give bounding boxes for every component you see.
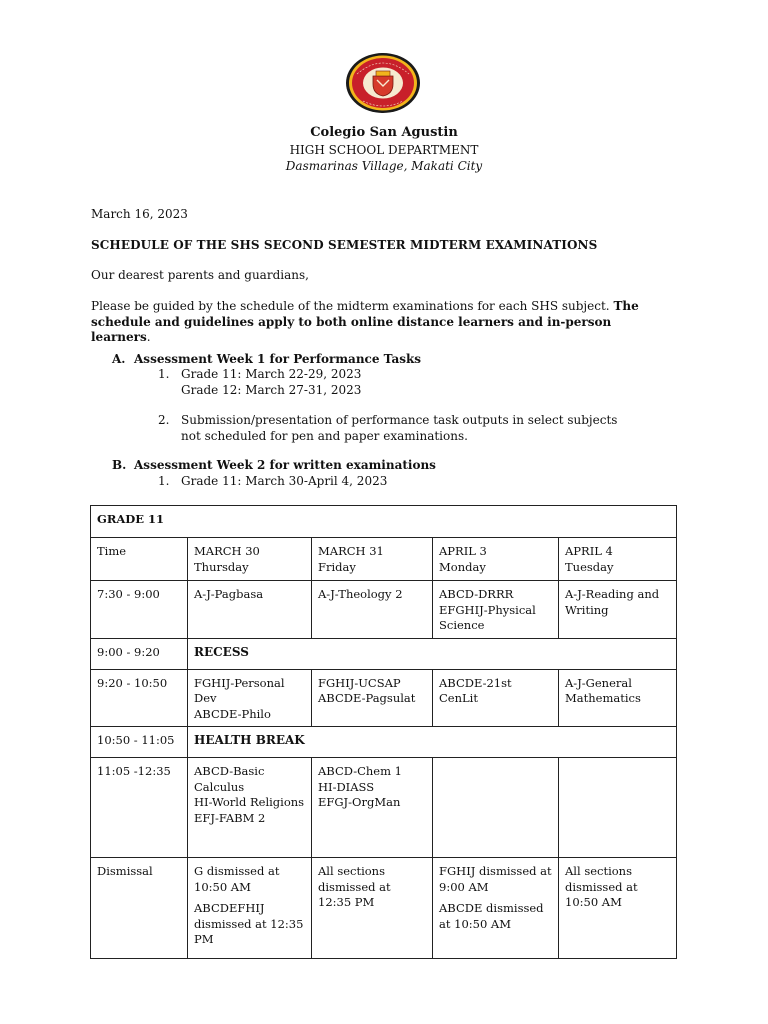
exam-cell: A-J-Pagbasa bbox=[188, 581, 312, 639]
time-cell: 7:30 - 9:00 bbox=[91, 581, 188, 639]
dismissal-note: FGHIJ dismissed at 9:00 AM bbox=[439, 864, 552, 894]
day-weekday: Monday bbox=[439, 559, 486, 574]
grade-11-written-dates: Grade 11: March 30-April 4, 2023 bbox=[181, 474, 388, 488]
exam-cell bbox=[188, 758, 312, 858]
section-a-letter: A. bbox=[112, 352, 126, 366]
exam-cell: A-J-Theology 2 bbox=[312, 581, 433, 639]
exam-entry: ABCDE-Pagsulat bbox=[318, 691, 416, 705]
exam-cell bbox=[433, 758, 559, 858]
day-weekday: Friday bbox=[318, 559, 356, 574]
school-name: Colegio San Agustin bbox=[310, 125, 458, 140]
dismissal-cell: All sections dismissed at 10:50 AM bbox=[559, 858, 677, 959]
exam-entry: HI-World Religions bbox=[194, 795, 305, 809]
dismissal-note: ABCDE dismissed at 10:50 AM bbox=[439, 901, 544, 931]
grade-11-dates: Grade 11: March 22-29, 2023 bbox=[181, 367, 362, 381]
health-break-label: HEALTH BREAK bbox=[188, 727, 677, 758]
exam-cell: A-J-Reading and Writing bbox=[559, 581, 677, 639]
day-date: MARCH 30 bbox=[194, 544, 260, 558]
section-b-heading bbox=[112, 458, 436, 472]
dismissal-cell: All sections dismissed at 12:35 PM bbox=[312, 858, 433, 959]
day-date: APRIL 3 bbox=[439, 544, 487, 558]
grade-12-dates: Grade 12: March 27-31, 2023 bbox=[181, 382, 362, 397]
exam-entry: ABCD-Basic Calculus bbox=[194, 764, 265, 794]
exam-cell bbox=[312, 758, 433, 858]
table-row bbox=[91, 638, 677, 669]
dismissal-cell bbox=[188, 858, 312, 959]
time-cell: Dismissal bbox=[91, 858, 188, 959]
col-header-day bbox=[559, 538, 677, 581]
item-number: 1. bbox=[158, 474, 170, 488]
time-cell: 9:20 - 10:50 bbox=[91, 669, 188, 727]
dismissal-cell bbox=[433, 858, 559, 959]
section-b-letter: B. bbox=[112, 458, 127, 472]
table-row bbox=[91, 727, 677, 758]
time-cell: 11:05 -12:35 bbox=[91, 758, 188, 858]
exam-cell bbox=[188, 669, 312, 727]
section-a-item-1 bbox=[158, 367, 362, 397]
intro-end: . bbox=[146, 330, 151, 344]
dismissal-note: G dismissed at 10:50 AM bbox=[194, 864, 280, 894]
table-row bbox=[91, 506, 677, 538]
salutation: Our dearest parents and guardians, bbox=[91, 268, 309, 282]
day-weekday: Tuesday bbox=[565, 559, 614, 574]
table-row bbox=[91, 758, 677, 858]
day-date: MARCH 31 bbox=[318, 544, 384, 558]
table-row bbox=[91, 669, 677, 727]
school-address: Dasmarinas Village, Makati City bbox=[285, 159, 483, 173]
dismissal-note: ABCDEFHIJ dismissed at 12:35 PM bbox=[194, 901, 304, 946]
grade-11-schedule-table bbox=[90, 505, 677, 959]
section-a-title: Assessment Week 1 for Performance Tasks bbox=[134, 352, 422, 366]
exam-entry: EFJ-FABM 2 bbox=[194, 810, 266, 825]
exam-cell: A-J-General Mathematics bbox=[559, 669, 677, 727]
department-name: HIGH SCHOOL DEPARTMENT bbox=[289, 143, 479, 157]
exam-entry: HI-DIASS bbox=[318, 779, 375, 794]
exam-cell bbox=[433, 581, 559, 639]
table-row bbox=[91, 581, 677, 639]
intro-plain-text: Please be guided by the schedule of the midterm examinations for each SHS subject. bbox=[91, 299, 610, 313]
day-weekday: Thursday bbox=[194, 559, 249, 574]
col-header-time: Time bbox=[91, 538, 188, 581]
section-b-title: Assessment Week 2 for written examinations bbox=[134, 458, 436, 472]
time-cell: 9:00 - 9:20 bbox=[91, 638, 188, 669]
col-header-day bbox=[312, 538, 433, 581]
table-row bbox=[91, 858, 677, 959]
exam-entry: FGHIJ-UCSAP bbox=[318, 675, 401, 690]
grade-label: GRADE 11 bbox=[91, 506, 677, 538]
day-date: APRIL 4 bbox=[565, 544, 613, 558]
item-2-text: Submission/presentation of performance task outputs in select subjects not scheduled for pen and paper examinations. bbox=[181, 413, 618, 443]
letter-title: SCHEDULE OF THE SHS SECOND SEMESTER MIDTERM EXAMINATIONS bbox=[91, 238, 598, 252]
intro-paragraph bbox=[91, 299, 651, 346]
table-header-row bbox=[91, 538, 677, 581]
school-seal-logo bbox=[345, 52, 421, 114]
exam-entry: ABCD-DRRR bbox=[439, 587, 514, 601]
item-number: 2. bbox=[158, 413, 170, 427]
exam-entry: FGHIJ-Personal Dev bbox=[194, 675, 285, 705]
recess-label: RECESS bbox=[188, 638, 677, 669]
exam-cell bbox=[312, 669, 433, 727]
exam-entry: EFGHIJ-Physical Science bbox=[439, 602, 536, 632]
exam-cell: ABCDE-21st CenLit bbox=[433, 669, 559, 727]
section-a-item-2 bbox=[158, 413, 618, 443]
intro-bold-text: The schedule and guidelines apply to both online distance learners and in-person learners bbox=[91, 299, 639, 344]
item-number: 1. bbox=[158, 367, 170, 381]
time-cell: 10:50 - 11:05 bbox=[91, 727, 188, 758]
exam-entry: ABCDE-Philo bbox=[194, 706, 271, 721]
col-header-day bbox=[188, 538, 312, 581]
col-header-day bbox=[433, 538, 559, 581]
letter-date: March 16, 2023 bbox=[91, 207, 188, 221]
section-a-heading bbox=[112, 352, 421, 366]
exam-entry: ABCD-Chem 1 bbox=[318, 764, 402, 778]
section-b-item-1 bbox=[158, 474, 388, 490]
exam-cell bbox=[559, 758, 677, 858]
exam-entry: EFGJ-OrgMan bbox=[318, 795, 401, 809]
